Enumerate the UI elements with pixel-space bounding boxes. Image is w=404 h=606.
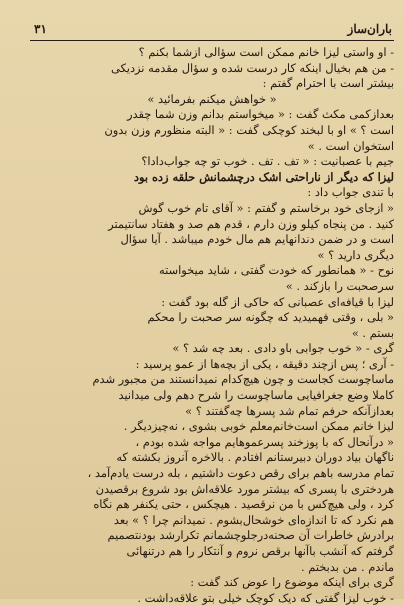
text-line: گری - « خوب جوابی باو دادی . بعد چه شد ؟ » <box>172 341 394 356</box>
text-line: بعدازکمی مکث گفت : « میخواستم بدانم وزن شما چقدر <box>127 107 394 122</box>
text-line: « درآنحال که با پوزخند پسرعموهایم مواجه شده بودم ، <box>135 434 394 449</box>
text-line: دیگری دارید ؟ » <box>317 247 394 262</box>
body-text <box>30 45 394 606</box>
text-line: نوح - « همانطور که خودت گفتی ، شاید میخواسته <box>158 263 394 278</box>
text-line: بیشتر است با احترام گفتم : <box>262 76 394 91</box>
text-line: کرد ، ولی هیچ‌کس با من نرقصید . هیچکس ، حتی یکنفر هم نگاه <box>93 497 394 512</box>
text-line: « خواهش میکنم بفرمائید » <box>147 91 277 106</box>
text-line: - او واستی لیزا خانم ممکن است سؤالی ازشما بکنم ؟ <box>138 45 394 59</box>
text-line: ماساچوست کجاست و چون هیچ‌کدام نمیدانستند من مجبور شدم <box>92 372 394 387</box>
text-line: است و در ضمن دندانهایم هم مال خودم میباشد . آیا سؤال <box>120 232 394 247</box>
text-line: بعدازآنکه حرفم تمام شد پسرها چه‌گفتند ؟ » <box>185 403 394 418</box>
text-line: لیزا با قیافه‌ای عصبانی که حاکی از گله بود گفت : <box>161 294 394 309</box>
text-line: « ازجای خود برخاستم و گفتم : « آقای تام خوب گوش <box>138 200 394 215</box>
page-header <box>34 22 392 40</box>
text-line: گری برای اینکه موضوع را عوض کند گفت : <box>190 575 394 590</box>
text-line: استخوان است . » <box>307 138 394 153</box>
text-line: کنید . من پنجاه کیلو وزن دارم ، قدم هم صد و هفتاد سانتیمتر <box>108 216 394 231</box>
running-title: باران‌ساز <box>347 22 392 36</box>
text-line: لیزا که دیگر از ناراحتی اشک درچشمانش حلقه زده بود <box>133 169 394 184</box>
text-line: جیم با عصبانیت : « تف . تف . خوب تو چه جواب‌دادا؟ <box>141 154 394 169</box>
text-line: « بلی ، وقتی فهمیدید که چگونه سر صحبت را محکم <box>147 310 394 325</box>
text-line: تمام مدرسه باهم برای رقص دعوت داشتیم ، بله درست یادم‌آمد ، <box>87 466 394 481</box>
text-line: - من هم بخیال اینکه کار درست شده و سؤال مقدمه نزدیکی <box>110 60 394 75</box>
text-line: هردختری با پسری که بیشتر مورد علاقه‌اش بود شروع برقصیدن <box>95 481 394 496</box>
text-line: است ؟ » او با لبخند کوچکی گفت : « البته منظورم وزن بدون <box>104 122 394 137</box>
text-line: ماندم . من بدبختم . <box>301 559 394 574</box>
text-line: - خوب لیزا گفتی که دیک کوچک خیلی بتو علاقه‌داشت . <box>137 590 394 605</box>
text-line: ناگهان بیاد دوران دبیرستانم افتادم . بالاخره آنروز بکشته که <box>116 450 394 465</box>
page-number: ۳۱ <box>34 22 47 36</box>
text-line: با تندی جواب داد : <box>307 185 394 200</box>
text-line: - آری ؛ پس ازچند دقیقه ، یکی از بچه‌ها از عمو پرسید : <box>135 356 394 371</box>
text-line: گرفتم که آنشب باآنها برقص نروم و آنتکار را هم درتنهائی <box>126 544 394 558</box>
text-line: کاملا وضع جغرافیایی ماساچوست را شرح دهم ولی میدانید <box>118 388 394 403</box>
text-line: برادرش خاطرات آن صحنه‌درجلوچشمانم تکرارشد بودنتصمیم <box>107 528 394 543</box>
text-line: لیزا خانم ممکن است‌خانم‌معلم خوبی بشوی ، نه‌چیزدیگر . <box>123 419 394 434</box>
text-line: هم نکرد که تا اندازه‌ای خوشحال‌بشوم . نمیدانم چرا ؟ » بعد <box>113 512 394 527</box>
text-line: بستم . » <box>351 325 394 340</box>
header-rule <box>30 40 394 41</box>
text-line: سرصحبت را بازکند . » <box>285 278 394 293</box>
